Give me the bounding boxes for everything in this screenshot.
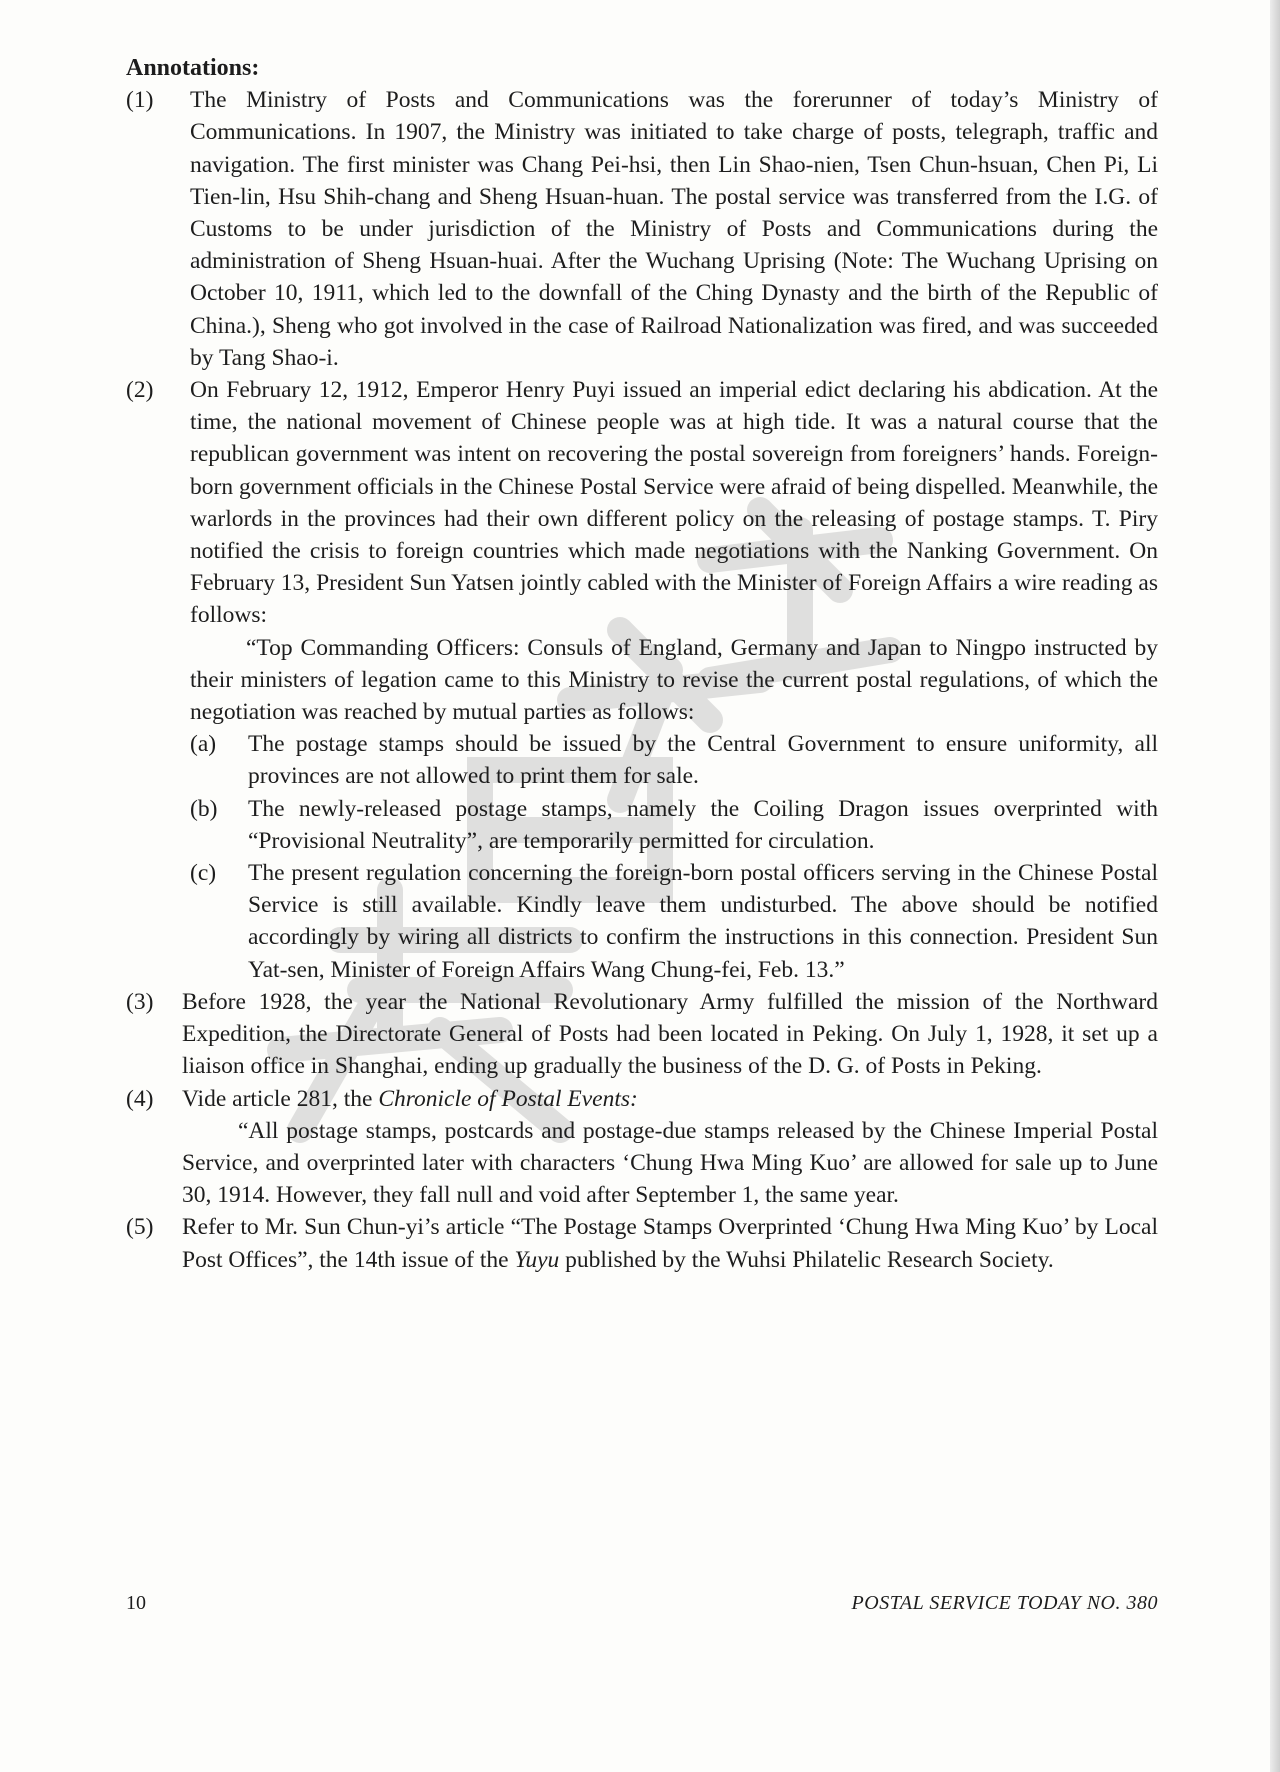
page-number: 10 [126,1592,146,1614]
item-label: (b) [190,795,218,822]
text-part-b: published by the Wuhsi Philatelic Research Society. [559,1246,1054,1273]
annotation-text: On February 12, 1912, Emperor Henry Puyi issued an imperial edict declaring his abdication. At the time, the national movement of Chinese people was at high tide. It was a natural course that the republican government was intent on recovering the postal sovereign from foreigners’ hands. Foreign-born government officials in the Chinese Postal Service were afraid of being dispelled. Meanwhile, the warlords in the provinces had their own different policy on the releasing of postage stamps. T. Piry notified the crisis to foreign countries which made negotiations with the Nanking Government. On February 13, President Sun Yatsen jointly cabled with the Minister of Foreign Affairs a wire reading as follows: [190,377,1159,629]
chronicle-quote: “All postage stamps, postcards and postage-due stamps released by the Chinese Imperial Postal Service, and overprinted later with characters ‘Chung Hwa Ming Kuo’ are allowed for sale up to June 30, 1914. However, they fall null and void after September 1, the same year. [182,1117,1158,1209]
item-label: (a) [190,731,217,758]
item-label: (c) [190,860,217,887]
item-text: The postage stamps should be issued by the Central Government to ensure uniformity, all provinces are not allowed to print them for sale. [248,731,1158,790]
annotation-3 [126,986,1158,1083]
journal-title: Yuyu [514,1246,560,1273]
lead-text: Vide article 281, the [182,1085,379,1112]
annotation-number: (2) [126,377,154,404]
telegram-quote: “Top Commanding Officers: Consuls of England, Germany and Japan to Ningpo instructed by their ministers of legation came to this Ministry to revise the current postal regulations, of which the negotiation was reached by mutual parties as follows: [190,634,1158,726]
page-edge-shadow [1270,0,1280,1772]
item-text: The newly-released postage stamps, namely the Coiling Dragon issues overprinted with “Provisional Neutrality”, are temporarily permitted for circulation. [248,795,1158,854]
telegram-item-c [190,857,1158,986]
annotation-2 [126,374,1158,986]
annotation-text: Before 1928, the year the National Revolutionary Army fulfilled the mission of the Northward Expedition, the Directorate General of Posts had been located in Peking. On July 1, 1928, it set up a liaison office in Shanghai, ending up gradually the business of the D. G. of Posts in Peking. [182,988,1158,1080]
text-part-a: Refer to Mr. Sun Chun-yi’s article “The Postage Stamps Overprinted ‘Chung Hwa Ming Kuo’ by Local Post Offices”, the 14th issue of the [182,1214,1158,1273]
annotation-4 [126,1083,1158,1212]
annotation-number: (1) [126,87,154,114]
annotation-number: (5) [126,1214,154,1241]
item-text: The present regulation concerning the foreign-born postal officers serving in the Chinese Postal Service is still available. Kindly leave them undisturbed. The above should be notified accordingly by wiring all districts to confirm the instructions in this connection. President Sun Yat-sen, Minister of Foreign Affairs Wang Chung-fei, Feb. 13.” [248,860,1158,983]
annotation-number: (4) [126,1085,154,1112]
running-title: POSTAL SERVICE TODAY NO. 380 [851,1592,1158,1614]
annotation-text: The Ministry of Posts and Communications was the forerunner of today’s Ministry of Communications. In 1907, the Ministry was initiated to take charge of posts, telegraph, traffic and navigation. The first minister was Chang Pei-hsi, then Lin Shao-nien, Tsen Chun-hsuan, Chen Pi, Li Tien-lin, Hsu Shih-chang and Sheng Hsuan-huan. The postal service was transferred from the I.G. of Customs to be under jurisdiction of the Ministry of Posts and Communications during the administration of Sheng Hsuan-huai. After the Wuchang Uprising (Note: The Wuchang Uprising on October 10, 1911, which led to the downfall of the Ching Dynasty and the birth of the Republic of China.), Sheng who got involved in the case of Railroad Nationalization was fired, and was succeeded by Tang Shao-i. [190,87,1158,371]
annotation-1 [126,84,1158,374]
annotations-heading: Annotations: [126,55,260,81]
annotations-body [126,52,1158,1276]
telegram-item-a [190,728,1158,792]
telegram-item-b [190,793,1158,857]
book-title: Chronicle of Postal Events: [378,1085,638,1112]
annotation-number: (3) [126,988,154,1015]
annotation-lead [182,1083,1158,1115]
annotation-5 [126,1211,1158,1275]
annotation-text [182,1211,1158,1275]
